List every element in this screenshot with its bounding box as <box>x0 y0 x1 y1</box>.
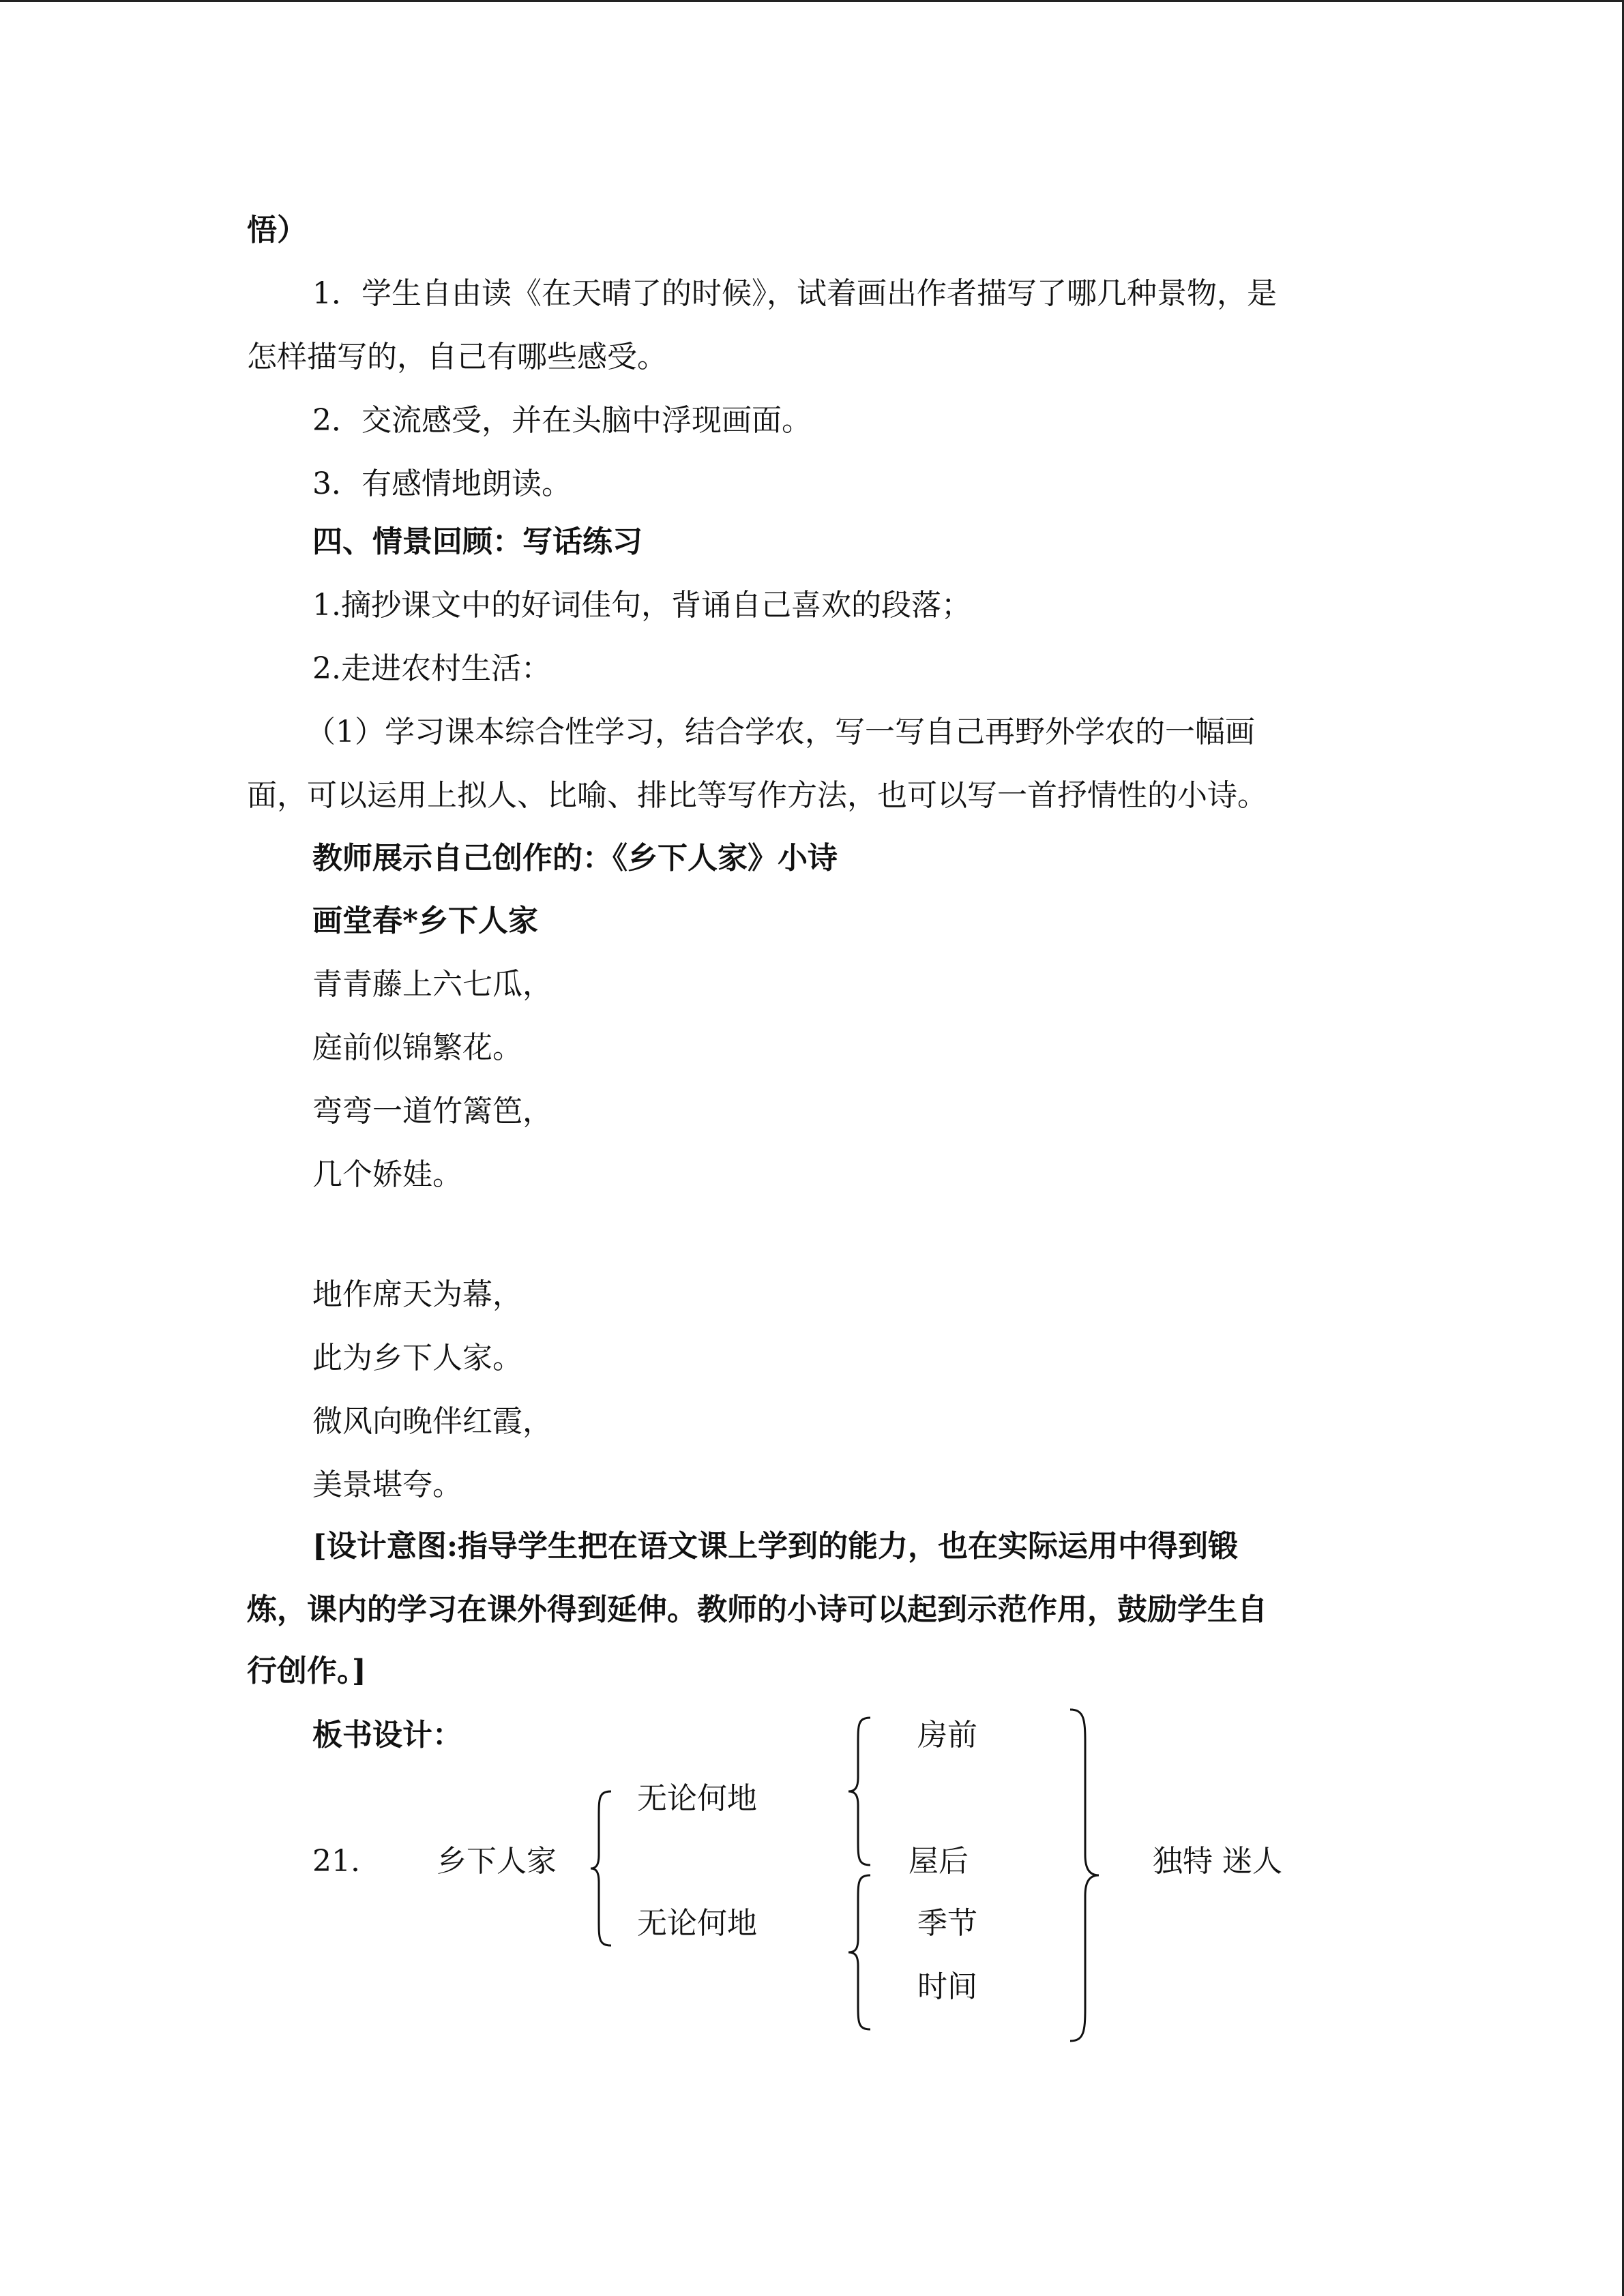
poem-line: 几个娇娃。 <box>312 1157 462 1192</box>
poem-line: 地作席天为幕， <box>312 1277 522 1312</box>
board-branch-1: 无论何地 <box>637 1781 757 1816</box>
practice-2-sub-line-1: （1）学习课本综合性学习，结合学农，写一写自己再野外学农的一幅画 <box>306 715 1255 749</box>
brace-lower-middle <box>846 1874 874 2031</box>
board-title: 乡下人家 <box>437 1844 557 1879</box>
page-top-border <box>0 0 1624 2</box>
poem-line: 庭前似锦繁花。 <box>312 1030 522 1065</box>
board-branch-2: 无论何地 <box>637 1906 757 1941</box>
brace-left <box>588 1790 615 1947</box>
board-item-season: 季节 <box>917 1906 977 1941</box>
practice-2: 2.走进农村生活： <box>312 651 551 686</box>
board-heading: 板书设计： <box>312 1718 462 1753</box>
design-intent-line-3: 行创作。] <box>247 1654 366 1688</box>
board-conclusion: 独特 迷人 <box>1153 1844 1282 1879</box>
design-intent-line-2: 炼，课内的学习在课外得到延伸。教师的小诗可以起到示范作用，鼓励学生自 <box>247 1592 1267 1627</box>
board-lesson-number: 21. <box>312 1844 360 1879</box>
step-1-line-2: 怎样描写的，自己有哪些感受。 <box>247 340 667 374</box>
poem-line: 微风向晚伴红霞， <box>312 1404 552 1439</box>
design-intent-line-1: [设计意图:指导学生把在语文课上学到的能力，也在实际运用中得到锻 <box>312 1529 1239 1564</box>
poem-title: 画堂春*乡下人家 <box>312 904 539 938</box>
board-item-front: 房前 <box>917 1718 977 1753</box>
step-3: 3．有感情地朗读。 <box>312 466 572 501</box>
poem-line: 弯弯一道竹篱笆， <box>312 1094 552 1129</box>
poem-line: 美景堪夸。 <box>312 1467 462 1502</box>
section-tail: 悟） <box>247 213 307 248</box>
brace-upper-middle <box>846 1716 874 1866</box>
teacher-intro: 教师展示自己创作的：《乡下人家》小诗 <box>312 841 838 876</box>
board-item-time: 时间 <box>917 1969 977 2004</box>
step-2: 2．交流感受，并在头脑中浮现画面。 <box>312 403 812 438</box>
practice-1: 1.摘抄课文中的好词佳句，背诵自己喜欢的段落； <box>312 588 971 623</box>
step-1-line-1: 1．学生自由读《在天晴了的时候》，试着画出作者描写了哪几种景物，是 <box>312 276 1277 311</box>
brace-right <box>1067 1708 1102 2042</box>
poem-line: 青青藤上六七瓜， <box>312 967 552 1002</box>
board-item-back: 屋后 <box>909 1844 969 1879</box>
practice-2-sub-line-2: 面，可以运用上拟人、比喻、排比等写作方法，也可以写一首抒情性的小诗。 <box>247 778 1267 813</box>
section-4-heading: 四、情景回顾：写话练习 <box>312 524 643 559</box>
poem-line: 此为乡下人家。 <box>312 1341 522 1375</box>
